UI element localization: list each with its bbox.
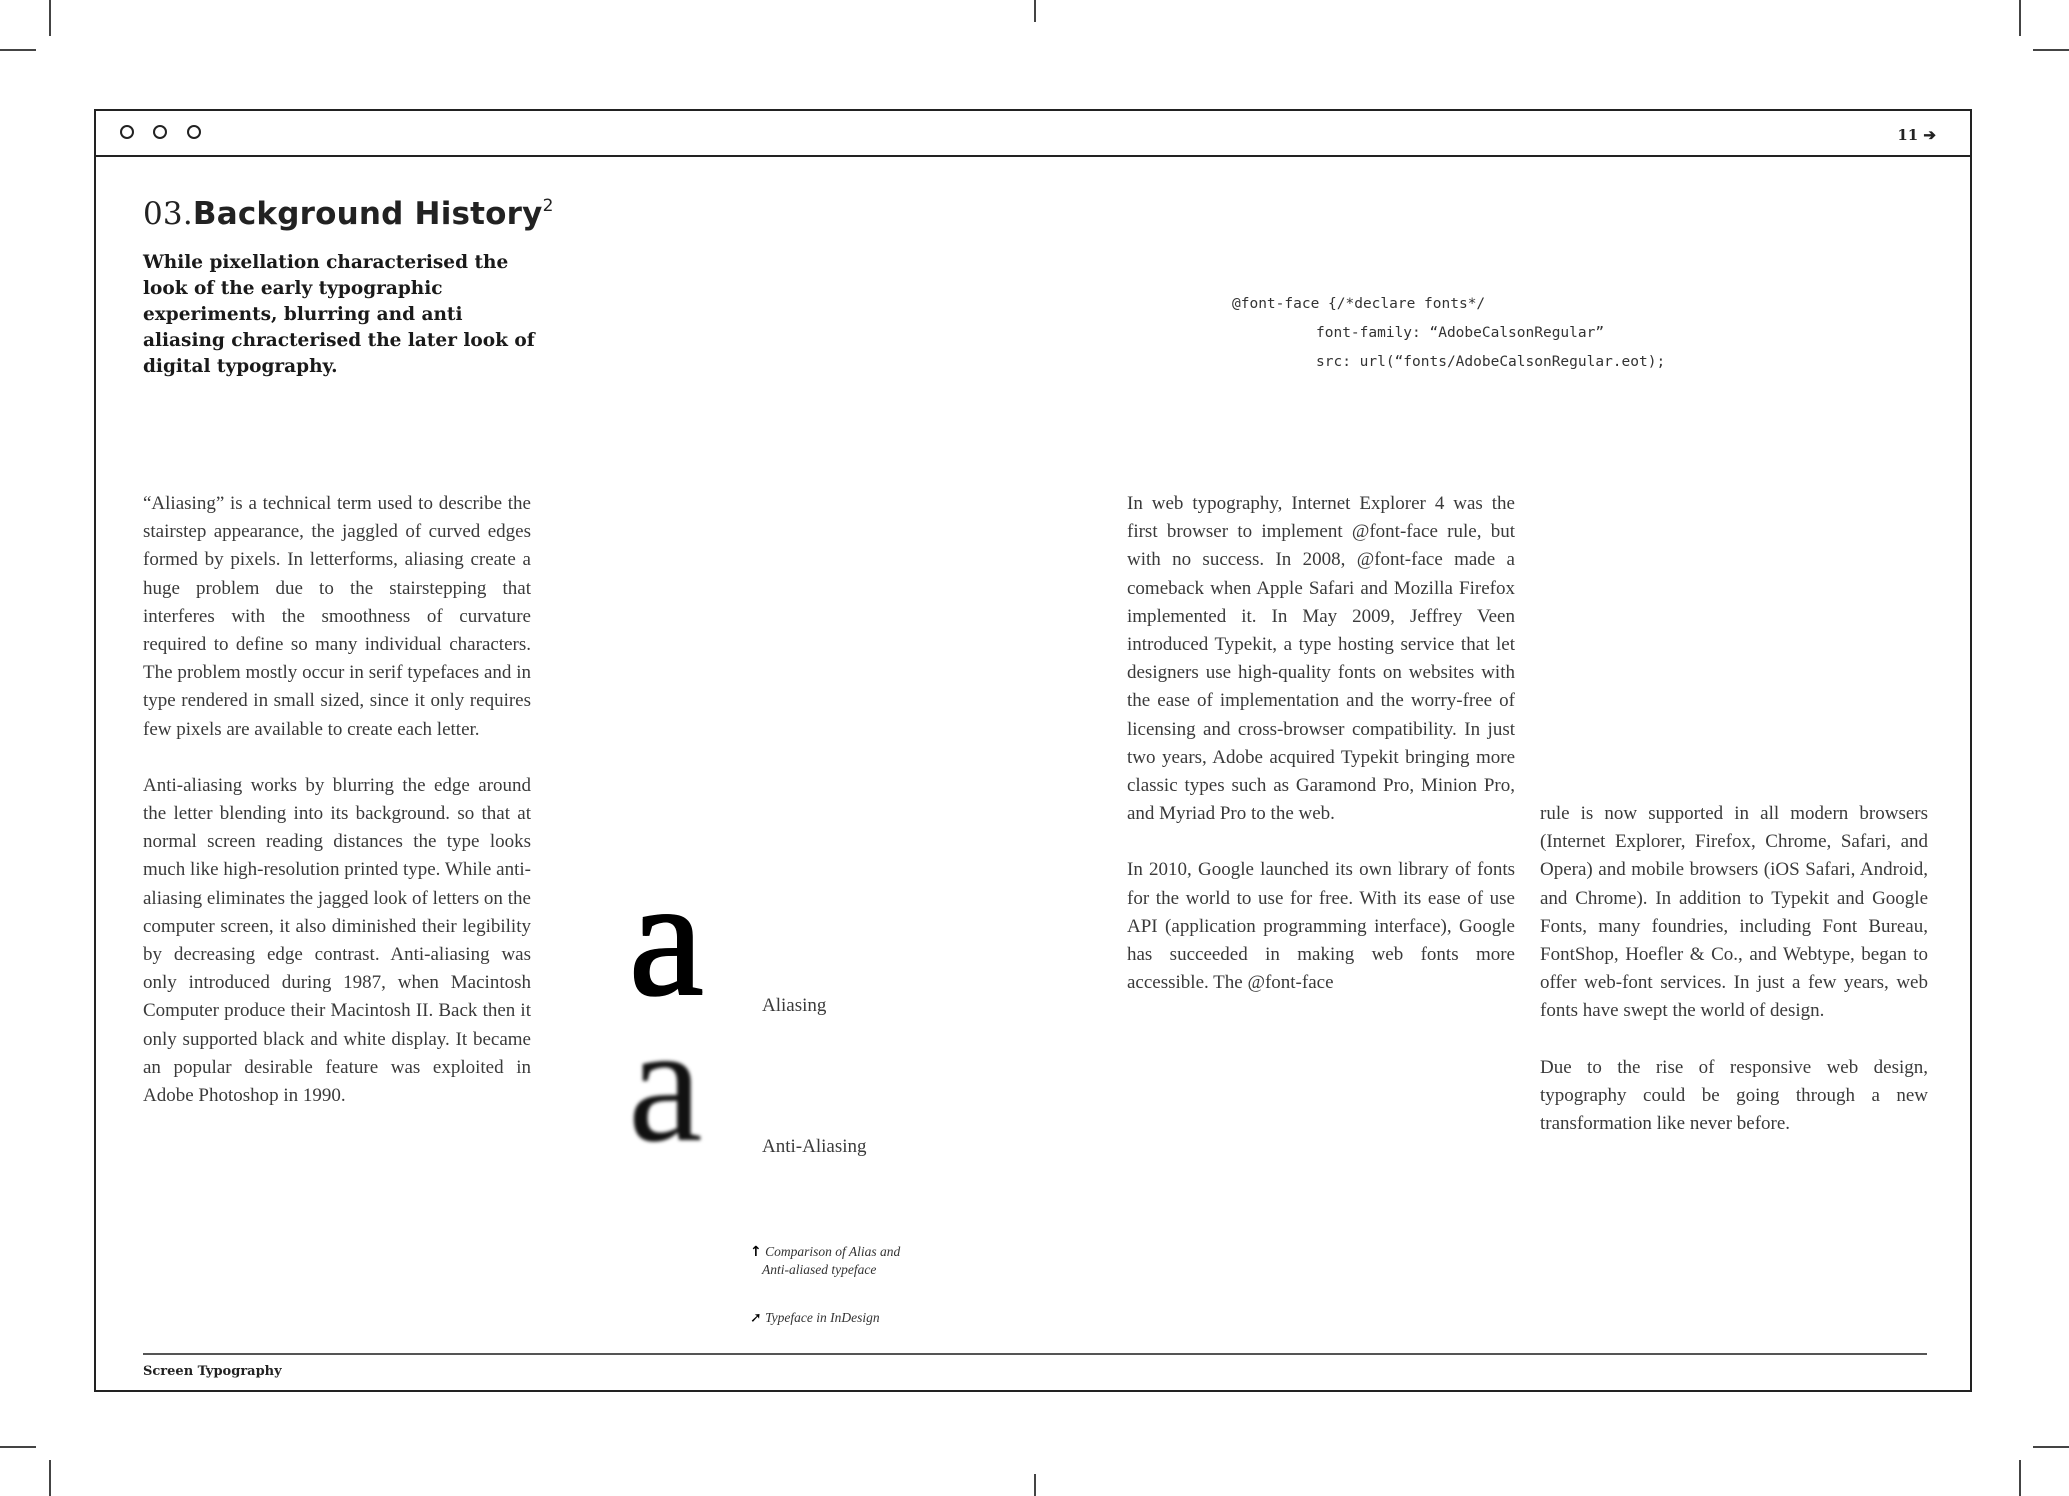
figure-caption bbox=[750, 1243, 900, 1279]
crop-mark bbox=[0, 49, 36, 51]
footer-divider bbox=[143, 1353, 1927, 1355]
crop-mark bbox=[2033, 1446, 2069, 1448]
caption-line: Comparison of Alias and bbox=[765, 1244, 901, 1259]
body-paragraph: rule is now supported in all modern browsers (Internet Explorer, Firefox, Chrome, Safari, and Opera) and mobile browsers (iOS Safari, Android, and Chrome). In addition to Typekit and Google Fonts, many foundries, including Font Bureau, FontShop, Hoefler & Co., and Webtype, began to offer web-font services. In just a few years, web fonts have swept the world of design. bbox=[1540, 803, 1928, 1022]
caption-line: Anti-aliased typeface bbox=[762, 1262, 877, 1277]
crop-mark bbox=[49, 0, 51, 36]
footer-label: Screen Typography bbox=[143, 1364, 282, 1379]
body-paragraph: “Aliasing” is a technical term used to describe the stairstep appearance, the jaggled of curved edges formed by pixels. In letterforms, aliasing create a huge problem due to the stairstepping that interferes with the smoothness of curvature required to define so many individual characters. The problem mostly occur in serif typefaces and in type rendered in small sized, since it only requires few pixels are available to create each letter. bbox=[143, 493, 531, 740]
window-control-circle-icon bbox=[153, 125, 167, 139]
crop-mark bbox=[2019, 0, 2021, 36]
aliasing-label: Aliasing bbox=[762, 995, 827, 1016]
crop-mark bbox=[1034, 1474, 1036, 1496]
body-column-3 bbox=[1127, 490, 1515, 1025]
body-paragraph: In web typography, Internet Explorer 4 was the first browser to implement @font-face rule, but with no success. In 2008, @font-face made a comeback when Apple Safari and Mozilla Firefox implemented it. In May 2009, Jeffrey Veen introduced Typekit, a type hosting service that let designers use high-quality fonts on websites with the ease of implementation and the worry-free of licensing and cross-browser compatibility. In just two years, Adobe acquired Typekit bringing more classic types such as Garamond Pro, Minion Pro, and Myriad Pro to the web. bbox=[1127, 493, 1515, 825]
arrow-up-icon: ↑ bbox=[750, 1244, 762, 1260]
section-number: 03. bbox=[143, 196, 193, 232]
code-line: src: url(“fonts/AdobeCalsonRegular.eot); bbox=[1316, 354, 1666, 370]
anti-aliasing-label: Anti-Aliasing bbox=[762, 1136, 867, 1157]
lead-paragraph: While pixellation characterised the look of the early typographic experiments, blurring and anti aliasing chracterised the later look of digital typography. bbox=[143, 252, 535, 377]
body-paragraph: Due to the rise of responsive web design, typography could be going through a new transformation like never before. bbox=[1540, 1056, 1928, 1135]
body-paragraph: In 2010, Google launched its own library of fonts for the world to use for free. With its ease of use API (application programming interface), Google has succeeded in making web fonts more accessible. The @font-face bbox=[1127, 859, 1515, 994]
crop-mark bbox=[0, 1446, 36, 1448]
window-titlebar-divider bbox=[94, 155, 1972, 157]
section-title: Background History bbox=[192, 196, 543, 232]
footnote-superscript: 2 bbox=[542, 195, 554, 216]
arrow-up-right-icon: ➚ bbox=[750, 1310, 762, 1326]
aliased-glyph-sample: a bbox=[628, 844, 703, 1030]
code-line: @font-face {/*declare fonts*/ bbox=[1232, 296, 1486, 312]
body-column-1 bbox=[143, 490, 531, 1138]
body-paragraph: Anti-aliasing works by blurring the edge around the letter blending into its background. so that at normal screen reading distances the type looks much like high-resolution printed type. While anti-aliasing eliminates the jagged look of letters on the computer screen, it also diminished their legibility by decreasing edge contrast. Anti-aliasing was only introduced during 1987, when Macintosh Computer produce their Macintosh II. Back then it only supported black and white display. It became an popular desirable feature was exploited in Adobe Photoshop in 1990. bbox=[143, 774, 531, 1107]
page-number bbox=[1897, 126, 1936, 144]
body-column-4 bbox=[1540, 800, 1928, 1166]
anti-aliased-glyph-sample: a bbox=[628, 991, 703, 1177]
arrow-right-icon: ➔ bbox=[1923, 126, 1936, 144]
crop-mark bbox=[1034, 0, 1036, 22]
figure-caption bbox=[750, 1309, 880, 1327]
code-line: font-family: “AdobeCalsonRegular” bbox=[1316, 325, 1605, 341]
window-control-circle-icon bbox=[120, 125, 134, 139]
crop-mark bbox=[2019, 1460, 2021, 1496]
crop-mark bbox=[2033, 49, 2069, 51]
page-number-value: 11 bbox=[1897, 126, 1919, 144]
window-control-circle-icon bbox=[187, 125, 201, 139]
caption-line: Typeface in InDesign bbox=[765, 1310, 880, 1325]
crop-mark bbox=[49, 1460, 51, 1496]
page-title bbox=[143, 196, 554, 232]
